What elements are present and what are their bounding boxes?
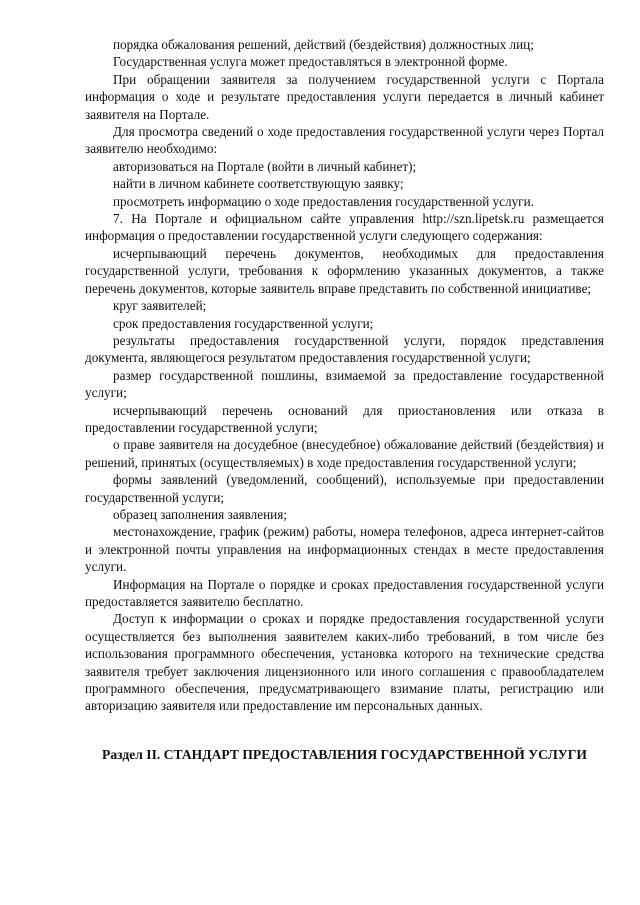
paragraph-electronic-form: Государственная услуга может предоставляться в электронной форме. xyxy=(113,54,508,70)
list-item-refusal-grounds: исчерпывающий перечень оснований для приостановления или отказа в предоставлении государственной услуги; xyxy=(85,402,604,435)
list-item-applicants: круг заявителей; xyxy=(113,298,207,314)
list-item-documents: исчерпывающий перечень документов, необходимых для предоставления государственной услуги, требования к оформлению указанных документов, а также перечень документов, которые заявитель вправе представить по собственной инициативе; xyxy=(85,245,604,296)
paragraph-portal-request: При обращении заявителя за получением государственной услуги с Портала информация о ходе и результате предоставления услуги передается в личный кабинет заявителя на Портале. xyxy=(85,71,604,122)
list-item-sample: образец заполнения заявления; xyxy=(113,506,287,522)
paragraph-access: Доступ к информации о сроках и порядке предоставления государственной услуги осуществляется без выполнения заявителем каких-либо требований, в том числе без использования программного обеспечения, установка которого на технические средства заявителя требует заключения лицензионного или иного соглашения с правообладателем программного обеспечения, предусматривающего взимание платы, регистрацию или авторизацию заявителя или предоставление им персональных данных. xyxy=(85,611,604,714)
list-item-authorize: авторизоваться на Портале (войти в личный кабинет); xyxy=(113,158,417,174)
body-text xyxy=(85,36,604,715)
paragraph-view-progress: Для просмотра сведений о ходе предоставления государственной услуги через Портал заявителю необходимо: xyxy=(85,124,604,157)
list-item-fee: размер государственной пошлины, взимаемой за предоставление государственной услуги; xyxy=(85,367,604,401)
list-item-view-info: просмотреть информацию о ходе предоставления государственной услуги. xyxy=(113,193,534,209)
list-item-forms: формы заявлений (уведомлений, сообщений), используемые при предоставлении государственной услуги; xyxy=(85,472,604,505)
list-item-results: результаты предоставления государственной услуги, порядок представления документа, являющегося результатом предоставления государственной услуги; xyxy=(85,332,604,366)
paragraph-appeal-procedure: порядка обжалования решений, действий (бездействия) должностных лиц; xyxy=(113,37,534,52)
list-item-location: местонахождение, график (режим) работы, номера телефонов, адреса интернет-сайтов и электронной почты управления на информационных стендах в месте предоставления услуги. xyxy=(85,524,604,575)
paragraph-free-info: Информация на Портале о порядке и сроках предоставления государственной услуги предоставляется заявителю бесплатно. xyxy=(85,576,604,609)
section-heading: Раздел II. СТАНДАРТ ПРЕДОСТАВЛЕНИЯ ГОСУДАРСТВЕННОЙ УСЛУГИ xyxy=(102,746,587,762)
list-item-term: срок предоставления государственной услуги; xyxy=(113,315,374,331)
paragraph-item-7: 7. На Портале и официальном сайте управления http://szn.lipetsk.ru размещается информация о предоставлении государственной услуги следующего содержания: xyxy=(85,211,604,244)
list-item-find-request: найти в личном кабинете соответствующую заявку; xyxy=(113,176,404,192)
list-item-appeal-right: о праве заявителя на досудебное (внесудебное) обжалование действий (бездействия) и решений, принятых (осуществляемых) в ходе предоставления государственной услуги; xyxy=(85,437,604,470)
